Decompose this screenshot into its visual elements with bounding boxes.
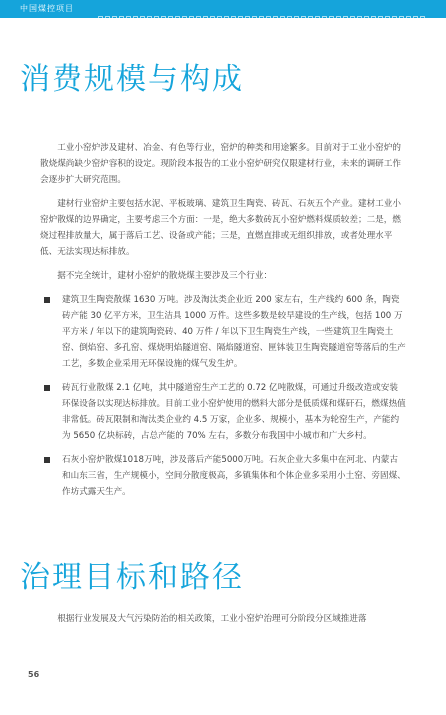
- bullet-text-bricks: 砖瓦行业散煤 2.1 亿吨，其中隧道窑生产工艺的 0.72 亿吨散煤，可通过升级改造或安装环保设备以实现达标排放。目前工业小窑炉使用的燃料大部分是低质煤和煤矸石，燃煤热值非常低。砖瓦限制和淘汰类企业约 4.5 万家，企业多、规模小，基本为轮窑生产，产能约为 5650 亿块标砖，占总产能的 70% 左右，多数分布我国中小城市和广大乡村。: [62, 383, 406, 441]
- paragraph-targets: 根据行业发展及大气污染防治的相关政策，工业小窑炉治理可分阶段分区域推进落: [57, 614, 367, 624]
- list-item: [40, 452, 406, 500]
- section-title-consumption: 消费规模与构成: [20, 62, 244, 97]
- intro-text: [40, 140, 406, 292]
- header-label: 中国煤控项目: [20, 4, 74, 13]
- bullet-list: [40, 292, 406, 508]
- section-title-targets: 治理目标和路径: [20, 560, 244, 595]
- paragraph-2: 建材行业窑炉主要包括水泥、平板玻璃、建筑卫生陶瓷、砖瓦、石灰五个产业。建材工业小窑炉散煤的边界确定，主要考虑三个方面：一是，绝大多数砖瓦小窑炉燃料煤质较差；二是，燃烧过程排放量大，属于落后工艺、设备或产能；三是，直燃直排或无组织排放，或者处理水平低、无法实现达标排放。: [40, 199, 401, 257]
- bullet-square-icon: [44, 297, 50, 303]
- bullet-text-lime: 石灰小窑炉散煤1018万吨，涉及落后产能5000万吨。石灰企业大多集中在河北、内蒙古和山东三省，生产规模小，空间分散度极高，多镇集体和个体企业多采用小土窑、旁固煤、作坊式露天生产。: [62, 455, 406, 497]
- paragraph-3: 据不完全统计，建材小窑炉的散烧煤主要涉及三个行业：: [57, 271, 273, 281]
- page-number: 56: [28, 670, 40, 679]
- paragraph-1: 工业小窑炉涉及建材、冶金、有色等行业，窑炉的种类和用途繁多。目前对于工业小窑炉的散烧煤尚缺少窑炉容积的设定。现阶段本报告的工业小窑炉研究仅限建材行业，未来的调研工作会逐步扩大研究范围。: [40, 143, 401, 185]
- header-decoration: [98, 6, 427, 12]
- bullet-text-ceramics: 建筑卫生陶瓷散煤 1630 万吨。涉及淘汰类企业近 200 家左右，生产线约 600 条，陶瓷砖产能 30 亿平方米，卫生洁具 1000 万件。这些多数是较早建设的生产线，包括 100 万平方米 / 年以下的建筑陶瓷砖、40 万件 / 年以下卫生陶瓷生产线，一些建筑卫生陶瓷土窑、倒焰窑、多孔窑、煤烧明焰隧道窑、隔焰隧道窑、匣钵装卫生陶瓷隧道窑等落后的生产工艺，多数企业采用无环保设施的煤气发生炉。: [62, 295, 406, 369]
- list-item: [40, 380, 406, 444]
- bullet-square-icon: [44, 457, 50, 463]
- list-item: [40, 292, 406, 372]
- bullet-square-icon: [44, 385, 50, 391]
- header-bar: [0, 0, 446, 18]
